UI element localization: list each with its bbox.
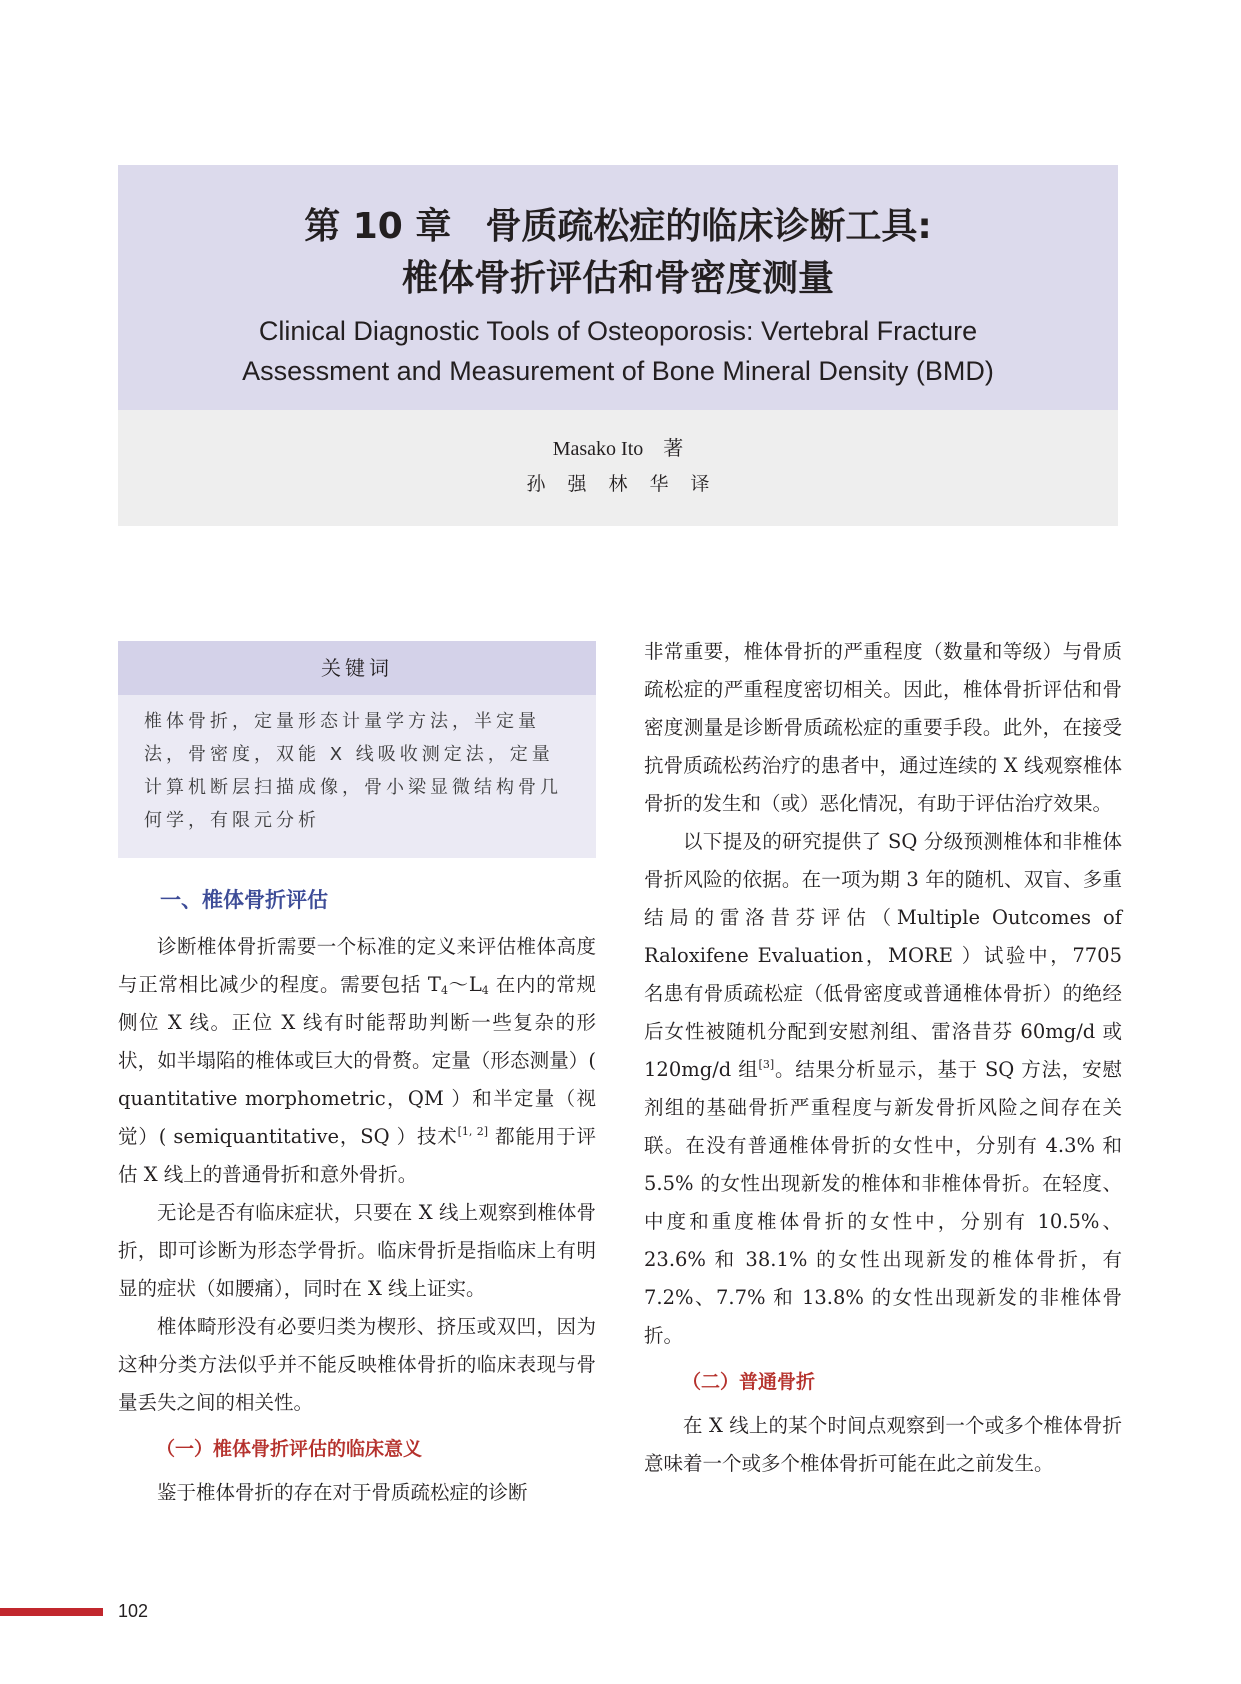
paragraph: 椎体畸形没有必要归类为楔形、挤压或双凹，因为这种分类方法似乎并不能反映椎体骨折的临床表现与骨量丢失之间的相关性。: [118, 1315, 596, 1414]
title-zh-line2: 椎体骨折评估和骨密度测量: [401, 258, 834, 299]
chapter-label: 第 10 章: [304, 206, 452, 247]
title-band: [118, 165, 1118, 410]
citation: [1, 2]: [457, 1125, 489, 1138]
section-heading-1: 一、椎体骨折评估: [160, 888, 328, 912]
left-column: [118, 880, 596, 1512]
paragraph: 在 X 线上的某个时间点观察到一个或多个椎体骨折意味着一个或多个椎体骨折可能在此之前发生。: [644, 1414, 1122, 1475]
keywords-heading: 关键词: [118, 641, 596, 695]
title-en-line2: Assessment and Measurement of Bone Mineral Density (BMD): [242, 356, 994, 386]
subsection-heading-1: （一）椎体骨折评估的临床意义: [156, 1438, 423, 1460]
author-line: Masako Ito 著: [552, 438, 684, 460]
footer-accent-bar: [0, 1608, 103, 1616]
keywords-text: 椎体骨折，定量形态计量学方法，半定量法，骨密度，双能 X 线吸收测定法，定量计算机断层扫描成像，骨小梁显微结构骨几何学，有限元分析: [144, 711, 562, 831]
title-zh-line1: 骨质疏松症的临床诊断工具:: [485, 206, 932, 247]
translator-line: 孙强林华译: [526, 473, 732, 495]
right-column: [644, 633, 1122, 1483]
page-number: 102: [118, 1601, 149, 1621]
paragraph: 诊断椎体骨折需要一个标准的定义来评估椎体高度与正常相比减少的程度。需要包括 $T_4\sim L_4$ 在内的常规侧位 X 线。正位 X 线有时能帮助判断一些复杂的形状，如半塌陷的椎体或巨大的骨赘。定量（形态测量）( quantitative morphometric，QM ）和半定量（视觉）( semiquantitative，SQ ）技术[1, 2] 都能用于评估 X 线上的普通骨折和意外骨折。: [118, 935, 597, 1186]
keywords-box: [118, 641, 596, 858]
paragraph: 非常重要，椎体骨折的严重程度（数量和等级）与骨质疏松症的严重程度密切相关。因此，椎体骨折评估和骨密度测量是诊断骨质疏松症的重要手段。此外，在接受抗骨质疏松药治疗的患者中，通过连续的 X 线观察椎体骨折的发生和（或）恶化情况，有助于评估治疗效果。: [644, 640, 1122, 815]
subsection-heading-2: （二）普通骨折: [682, 1371, 816, 1393]
paragraph: 鉴于椎体骨折的存在对于骨质疏松症的诊断: [157, 1481, 528, 1504]
title-en-line1: Clinical Diagnostic Tools of Osteoporosis: Vertebral Fracture: [258, 316, 978, 346]
paragraph: 无论是否有临床症状，只要在 X 线上观察到椎体骨折，即可诊断为形态学骨折。临床骨折是指临床上有明显的症状（如腰痛），同时在 X 线上证实。: [118, 1201, 596, 1300]
author-band: [118, 410, 1118, 526]
chapter-title-zh: [118, 201, 1118, 305]
chapter-title-en: [118, 311, 1118, 391]
citation: [3]: [758, 1058, 775, 1071]
paragraph: 以下提及的研究提供了 SQ 分级预测椎体和非椎体骨折风险的依据。在一项为期 3 年的随机、双盲、多重结局的雷洛昔芬评估（Multiple Outcomes of Raloxifene Evaluation，MORE ）试验中，7705 名患有骨质疏松症（低骨密度或普通椎体骨折）的绝经后女性被随机分配到安慰剂组、雷洛昔芬 60mg/d 或 120mg/d 组[3]。结果分析显示，基于 SQ 方法，安慰剂组的基础骨折严重程度与新发骨折风险之间存在关联。在没有普通椎体骨折的女性中，分别有 4.3% 和 5.5% 的女性出现新发的椎体和非椎体骨折。在轻度、中度和重度椎体骨折的女性中，分别有 10.5%、23.6% 和 38.1% 的女性出现新发的椎体骨折，有 7.2%、7.7% 和 13.8% 的女性出现新发的非椎体骨折。: [644, 830, 1122, 1347]
